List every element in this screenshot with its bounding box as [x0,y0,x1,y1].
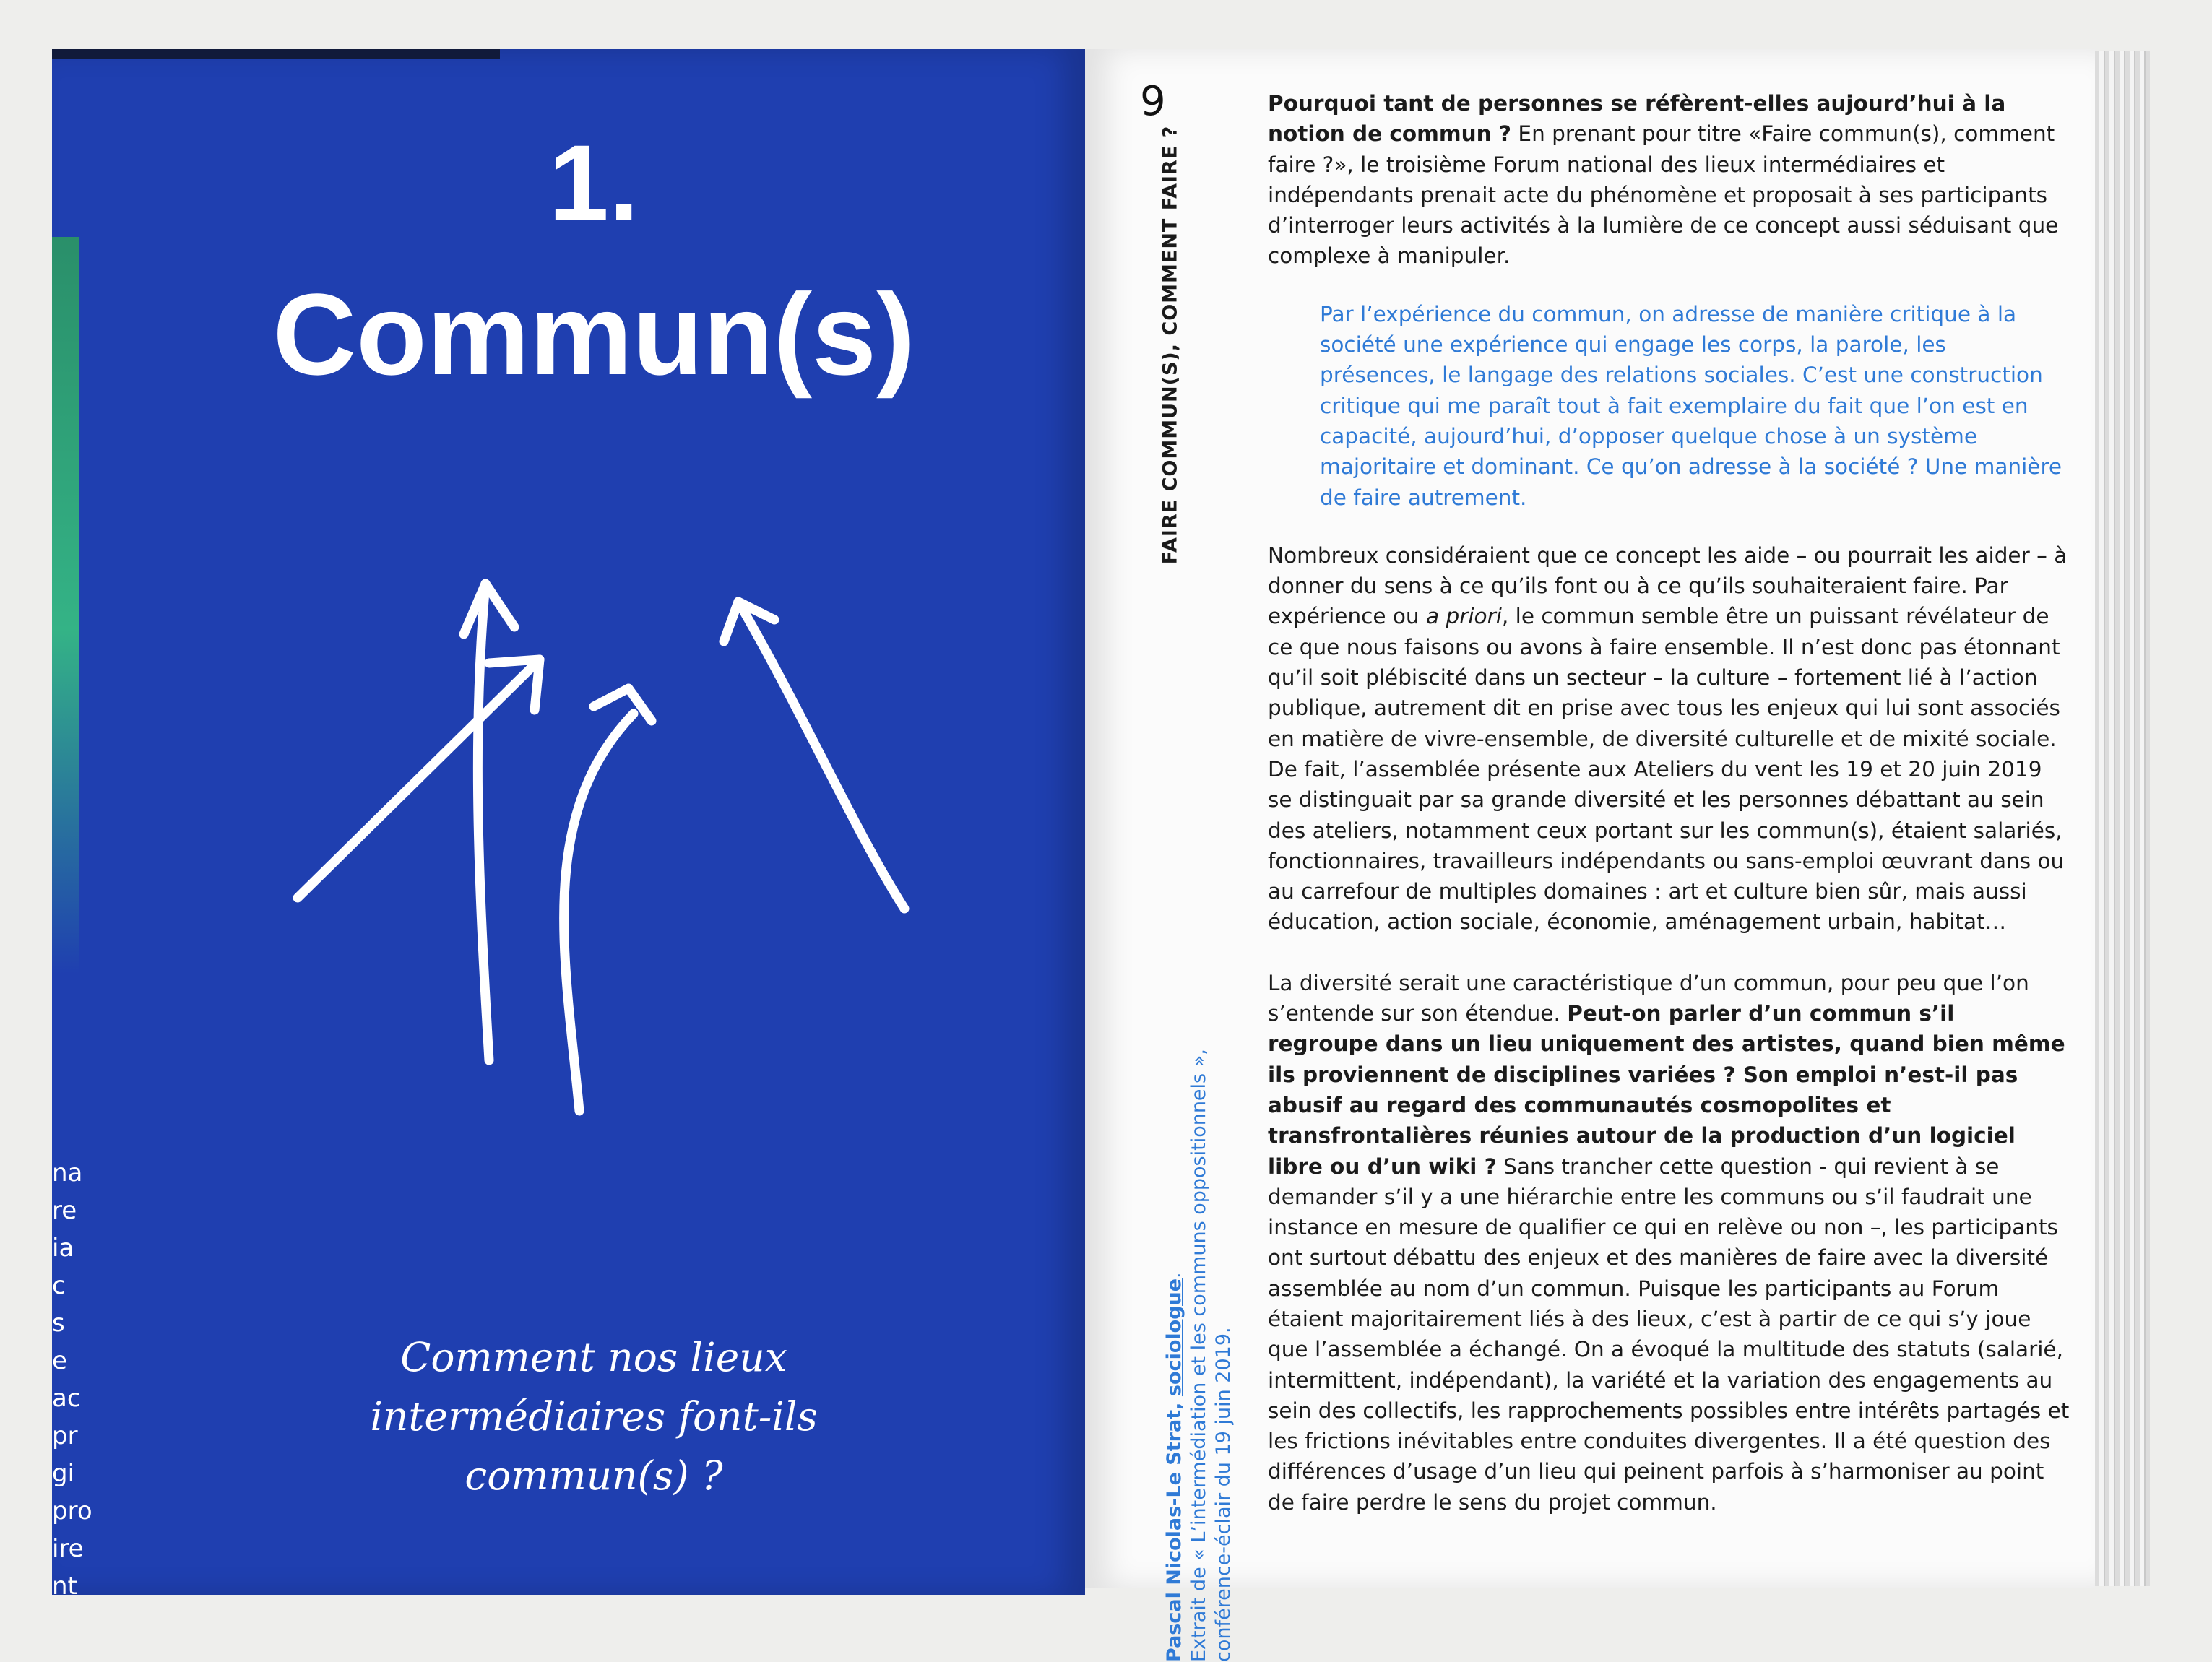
credit-line-2: Extrait de « L’intermédiation et les communs oppositionnels », [1188,1049,1210,1662]
body-text [1268,88,2070,1518]
page-block-edges [2095,51,2150,1586]
paragraph-3 [1268,968,2070,1518]
paragraph-2-part-1: Nombreux considéraient que ce concept les aide – ou pourrait les aider – à donner du sens à ce qu’ils font ou à ce qu’ils souhaiteraient faire. Par expérience ou [1268,542,2068,629]
credit-line-1 [1162,925,1187,1662]
arrow-up-right-icon [298,659,540,898]
edge-letter: ire [52,1534,84,1563]
chapter-subtitle [52,1328,1136,1505]
chapter-title: Commun(s) [272,269,915,399]
chalk-arrows-illustration [254,526,977,1190]
credit-role-link[interactable]: sociologue [1163,1278,1185,1397]
edge-letter: gi [52,1459,75,1488]
edge-letter: re [52,1196,77,1225]
paragraph-2 [1268,540,2070,938]
paragraph-3-part-1: La diversité serait une caractéristique d’un commun, pour peu que l’on s’entende sur son étendue. [1268,970,2029,1026]
edge-letter: ia [52,1234,74,1263]
credit-line-3: conférence-éclair du 19 juin 2019. [1212,1327,1235,1662]
edge-letter: pro [52,1497,92,1525]
edge-letter: s [52,1309,65,1338]
running-head-label: FAIRE COMMUN(S), COMMENT FAIRE ? [1159,125,1182,565]
edge-letter: ac [52,1384,81,1413]
edge-letter: pr [52,1421,78,1450]
credit-author: Pascal Nicolas-Le Strat, [1163,1402,1185,1662]
subtitle-line: commun(s) ? [465,1453,723,1499]
edge-letter: e [52,1346,67,1375]
arrow-up-icon [564,688,652,1111]
paragraph-3-bold-questions: Peut-on parler d’un commun s’il regroupe dans un lieu uniquement des artistes, quand bien même ils proviennent de disciplines variées ? Son emploi n’est-il pas abusif au regard des communautés cosmopolites et transfrontalières réunies autour de la production d’un logiciel libre ou d’un wiki ? [1268,1001,2065,1179]
subtitle-line: Comment nos lieux [400,1334,787,1380]
edge-letter: na [52,1159,83,1187]
intro-body: En prenant pour titre «Faire commun(s), comment faire ?», le troisième Forum national des lieux intermédiaires et indépendants prenait acte du phénomène et proposait à ses participants d’interroger leurs activités à la lumière de ce concept aussi séduisant que complexe à manipuler. [1268,121,2059,269]
top-bleed-band [52,49,500,59]
page-number: 9 [1140,78,1166,125]
edge-letter: c [52,1271,66,1300]
paragraph-2-italic: a priori [1426,604,1502,629]
paragraph-intro [1268,88,2070,272]
paragraph-3-part-2: Sans trancher cette question - qui revient à se demander s’il y a une hiérarchie entre les communs ou s’il faudrait une instance en mesure de qualifier ce qui en relève ou non –, les participants ont surtout débattu des enjeux et des manières de faire avec la diversité assemblée au nom d’un commun. Puisque les participants au Forum étaient majoritairement liés à des lieux, c’est à partir de ce qui s’y joue que l’assemblée a échangé. On a évoqué la multitude des statuts (salarié, intermittent, indépendant), la variété et la variation des engagements au sein des collectifs, les rapprochements possibles entre intérêts partagés et les frictions inévitables entre conduites divergentes. Il a été question des différences d’usage d’un lieu qui peinent parfois à s’harmoniser au point de faire perdre le sens du projet commun. [1268,1154,2070,1515]
pull-quote: Par l’expérience du commun, on adresse de manière critique à la société une expérience qui engage les corps, la parole, les présences, le langage des relations sociales. C’est une construction critique qui me paraît tout à fait exemplaire du fait que l’on est en capacité, aujourd’hui, d’opposer quelque chose à un système majoritaire et dominant. Ce qu’on adresse à la société ? Une manière de faire autrement. [1320,301,2062,510]
subtitle-line: intermédiaires font-ils [370,1393,818,1440]
left-page-chapter-opener [52,49,1085,1601]
intro-lead-question: Pourquoi tant de personnes se réfèrent-elles aujourd’hui à la notion de commun ? [1268,91,2006,147]
arrow-up-icon [464,584,514,1060]
quote-credit-text [1162,925,1236,1662]
arrow-up-icon [724,602,904,909]
paragraph-2-part-2: , le commun semble être un puissant révélateur de ce que nous faisons ou avons à faire ensemble. Il n’est donc pas étonnant qu’il soit plébiscité dans un secteur – la culture – fortement lié à l’action publique, autrement dit en prise avec tous les enjeux qui lui sont associés en matière de vivre-ensemble, de diversité culturelle et de mixité sociale. De fait, l’assemblée présente aux Ateliers du vent les 19 et 20 juin 2019 se distinguait par sa grande diversité et les personnes débattant au sein des ateliers, notamment ceux portant sur les commun(s), étaient salariés, fonctionnaires, travailleurs indépendants ou sans-emploi œuvrant dans ou au carrefour de multiples domaines : art et culture bien sûr, mais aussi éducation, action sociale, économie, aménagement urbain, habitat… [1268,604,2065,935]
credit-role-end: . [1163,1272,1185,1278]
chapter-number: 1. [548,122,639,243]
edge-letter: nt [52,1572,77,1601]
